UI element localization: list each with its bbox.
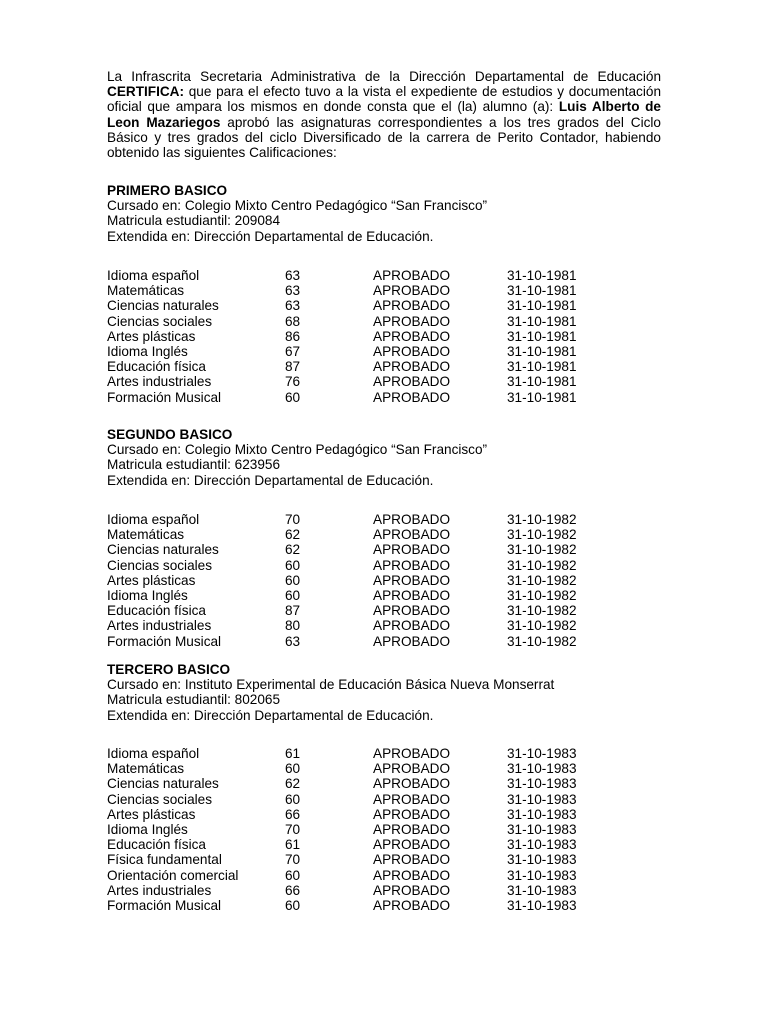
table-row bbox=[107, 268, 661, 283]
date-cell: 31-10-1982 bbox=[507, 557, 577, 573]
subject-cell: Física fundamental bbox=[107, 852, 222, 868]
status-cell: APROBADO bbox=[373, 806, 451, 822]
date-cell: 31-10-1982 bbox=[507, 618, 577, 634]
subject-cell: Educación física bbox=[107, 603, 206, 619]
table-row bbox=[107, 634, 661, 649]
date-cell: 31-10-1981 bbox=[507, 343, 577, 359]
date-cell: 31-10-1981 bbox=[507, 374, 577, 390]
section-title: SEGUNDO BASICO bbox=[107, 427, 233, 442]
subject-cell: Idioma Inglés bbox=[107, 587, 188, 603]
date-cell: 31-10-1981 bbox=[507, 359, 577, 375]
subject-cell: Idioma Inglés bbox=[107, 821, 188, 837]
subject-cell: Idioma español bbox=[107, 746, 200, 761]
section-title: PRIMERO BASICO bbox=[107, 183, 228, 198]
grade-cell: 80 bbox=[285, 618, 301, 634]
table-row bbox=[107, 837, 661, 852]
cursado-line: Cursado en: Instituto Experimental de Educación Básica Nueva Monserrat bbox=[107, 677, 555, 693]
grade-cell: 61 bbox=[285, 746, 301, 761]
date-cell: 31-10-1981 bbox=[507, 328, 577, 344]
grade-cell: 68 bbox=[285, 313, 301, 329]
status-cell: APROBADO bbox=[373, 313, 451, 329]
subject-cell: Formación Musical bbox=[107, 897, 222, 913]
table-row bbox=[107, 588, 661, 603]
status-cell: APROBADO bbox=[373, 298, 451, 314]
subject-cell: Formación Musical bbox=[107, 389, 222, 405]
table-row bbox=[107, 344, 661, 359]
grade-cell: 70 bbox=[285, 512, 301, 527]
status-cell: APROBADO bbox=[373, 837, 451, 853]
section-title: TERCERO BASICO bbox=[107, 662, 231, 677]
status-cell: APROBADO bbox=[373, 572, 451, 588]
subject-cell: Matemáticas bbox=[107, 761, 185, 777]
subject-cell: Matemáticas bbox=[107, 283, 185, 299]
subject-cell: Artes plásticas bbox=[107, 572, 196, 588]
date-cell: 31-10-1983 bbox=[507, 882, 577, 898]
intro-text-3: aprobó las asignaturas correspondientes a los tres grados del Ciclo Básico y tres grados del ciclo Diversificado de la carrera de Perito Contador, habiendo obtenido las siguientes Calificaciones: bbox=[107, 114, 661, 161]
grade-cell: 62 bbox=[285, 776, 301, 792]
grade-cell: 63 bbox=[285, 298, 301, 314]
status-cell: APROBADO bbox=[373, 283, 451, 299]
status-cell: APROBADO bbox=[373, 557, 451, 573]
status-cell: APROBADO bbox=[373, 328, 451, 344]
subject-cell: Ciencias naturales bbox=[107, 298, 219, 314]
table-row bbox=[107, 776, 661, 791]
table-row bbox=[107, 527, 661, 542]
table-row bbox=[107, 746, 661, 761]
subject-cell: Ciencias sociales bbox=[107, 791, 213, 807]
status-cell: APROBADO bbox=[373, 852, 451, 868]
table-row bbox=[107, 573, 661, 588]
grade-cell: 70 bbox=[285, 852, 301, 868]
status-cell: APROBADO bbox=[373, 776, 451, 792]
grade-cell: 60 bbox=[285, 791, 301, 807]
subject-cell: Educación física bbox=[107, 837, 206, 853]
section-tercero-basico bbox=[107, 662, 661, 723]
table-row bbox=[107, 868, 661, 883]
table-row bbox=[107, 761, 661, 776]
date-cell: 31-10-1982 bbox=[507, 572, 577, 588]
table-row bbox=[107, 298, 661, 313]
intro-text-2: que para el efecto tuvo a la vista el expediente de estudios y documentación oficial que ampara los mismos en donde consta que el (la) alumno (a): bbox=[107, 84, 661, 115]
date-cell: 31-10-1983 bbox=[507, 867, 577, 883]
date-cell: 31-10-1981 bbox=[507, 298, 577, 314]
subject-cell: Orientación comercial bbox=[107, 867, 239, 883]
grade-cell: 61 bbox=[285, 837, 301, 853]
table-row bbox=[107, 898, 661, 913]
grade-cell: 63 bbox=[285, 633, 301, 649]
grade-cell: 87 bbox=[285, 359, 301, 375]
table-row bbox=[107, 359, 661, 374]
subject-cell: Matemáticas bbox=[107, 527, 185, 543]
grade-cell: 62 bbox=[285, 542, 301, 558]
grade-cell: 60 bbox=[285, 572, 301, 588]
date-cell: 31-10-1983 bbox=[507, 806, 577, 822]
status-cell: APROBADO bbox=[373, 633, 451, 649]
date-cell: 31-10-1983 bbox=[507, 897, 577, 913]
table-row bbox=[107, 807, 661, 822]
table-row bbox=[107, 390, 661, 405]
grades-table bbox=[107, 746, 661, 913]
subject-cell: Artes industriales bbox=[107, 882, 212, 898]
subject-cell: Ciencias sociales bbox=[107, 557, 213, 573]
subject-cell: Formación Musical bbox=[107, 633, 222, 649]
date-cell: 31-10-1982 bbox=[507, 603, 577, 619]
grade-cell: 60 bbox=[285, 761, 301, 777]
grades-table bbox=[107, 512, 661, 649]
status-cell: APROBADO bbox=[373, 542, 451, 558]
status-cell: APROBADO bbox=[373, 587, 451, 603]
status-cell: APROBADO bbox=[373, 897, 451, 913]
grade-cell: 62 bbox=[285, 527, 301, 543]
status-cell: APROBADO bbox=[373, 359, 451, 375]
cursado-line: Cursado en: Colegio Mixto Centro Pedagógico “San Francisco” bbox=[107, 198, 488, 214]
table-row bbox=[107, 558, 661, 573]
grade-cell: 60 bbox=[285, 587, 301, 603]
date-cell: 31-10-1983 bbox=[507, 852, 577, 868]
date-cell: 31-10-1983 bbox=[507, 746, 577, 761]
status-cell: APROBADO bbox=[373, 821, 451, 837]
table-row bbox=[107, 283, 661, 298]
subject-cell: Artes industriales bbox=[107, 618, 212, 634]
grade-cell: 86 bbox=[285, 328, 301, 344]
subject-cell: Ciencias sociales bbox=[107, 313, 213, 329]
date-cell: 31-10-1982 bbox=[507, 542, 577, 558]
grade-cell: 63 bbox=[285, 283, 301, 299]
status-cell: APROBADO bbox=[373, 882, 451, 898]
date-cell: 31-10-1981 bbox=[507, 283, 577, 299]
table-row bbox=[107, 374, 661, 389]
table-row bbox=[107, 314, 661, 329]
date-cell: 31-10-1982 bbox=[507, 512, 577, 527]
section-segundo-basico bbox=[107, 427, 661, 488]
subject-cell: Idioma español bbox=[107, 512, 200, 527]
date-cell: 31-10-1983 bbox=[507, 776, 577, 792]
status-cell: APROBADO bbox=[373, 268, 451, 283]
table-row bbox=[107, 512, 661, 527]
date-cell: 31-10-1983 bbox=[507, 791, 577, 807]
extendida-line: Extendida en: Dirección Departamental de Educación. bbox=[107, 707, 434, 723]
grade-cell: 60 bbox=[285, 557, 301, 573]
extendida-line: Extendida en: Dirección Departamental de Educación. bbox=[107, 228, 434, 244]
grade-cell: 66 bbox=[285, 806, 301, 822]
grade-cell: 60 bbox=[285, 897, 301, 913]
matricula-line: Matricula estudiantil: 802065 bbox=[107, 692, 281, 708]
grade-cell: 66 bbox=[285, 882, 301, 898]
subject-cell: Artes plásticas bbox=[107, 328, 196, 344]
certifica-label: CERTIFICA: bbox=[107, 84, 185, 100]
date-cell: 31-10-1982 bbox=[507, 527, 577, 543]
subject-cell: Idioma Inglés bbox=[107, 343, 188, 359]
date-cell: 31-10-1983 bbox=[507, 821, 577, 837]
grade-cell: 70 bbox=[285, 821, 301, 837]
status-cell: APROBADO bbox=[373, 761, 451, 777]
table-row bbox=[107, 792, 661, 807]
subject-cell: Idioma español bbox=[107, 268, 200, 283]
date-cell: 31-10-1982 bbox=[507, 633, 577, 649]
status-cell: APROBADO bbox=[373, 867, 451, 883]
matricula-line: Matricula estudiantil: 209084 bbox=[107, 213, 281, 229]
cursado-line: Cursado en: Colegio Mixto Centro Pedagógico “San Francisco” bbox=[107, 442, 488, 458]
extendida-line: Extendida en: Dirección Departamental de Educación. bbox=[107, 472, 434, 488]
table-row bbox=[107, 618, 661, 633]
intro-paragraph bbox=[107, 69, 661, 160]
status-cell: APROBADO bbox=[373, 512, 451, 527]
status-cell: APROBADO bbox=[373, 343, 451, 359]
table-row bbox=[107, 603, 661, 618]
section-primero-basico bbox=[107, 183, 661, 244]
table-row bbox=[107, 542, 661, 557]
grade-cell: 67 bbox=[285, 343, 301, 359]
grade-cell: 60 bbox=[285, 389, 301, 405]
date-cell: 31-10-1983 bbox=[507, 837, 577, 853]
grades-table bbox=[107, 268, 661, 405]
table-row bbox=[107, 852, 661, 867]
grade-cell: 63 bbox=[285, 268, 301, 283]
date-cell: 31-10-1982 bbox=[507, 587, 577, 603]
subject-cell: Artes plásticas bbox=[107, 806, 196, 822]
status-cell: APROBADO bbox=[373, 527, 451, 543]
subject-cell: Ciencias naturales bbox=[107, 542, 219, 558]
date-cell: 31-10-1981 bbox=[507, 268, 577, 283]
table-row bbox=[107, 822, 661, 837]
certificate-document bbox=[107, 69, 661, 913]
grade-cell: 76 bbox=[285, 374, 301, 390]
subject-cell: Educación física bbox=[107, 359, 206, 375]
status-cell: APROBADO bbox=[373, 374, 451, 390]
table-row bbox=[107, 883, 661, 898]
subject-cell: Ciencias naturales bbox=[107, 776, 219, 792]
date-cell: 31-10-1981 bbox=[507, 313, 577, 329]
student-name: Luis Alberto de Leon Mazariegos bbox=[107, 99, 661, 130]
date-cell: 31-10-1981 bbox=[507, 389, 577, 405]
intro-text-1: La Infrascrita Secretaria Administrativa de la Dirección Departamental de Educación bbox=[107, 69, 661, 84]
matricula-line: Matricula estudiantil: 623956 bbox=[107, 457, 281, 473]
grade-cell: 60 bbox=[285, 867, 301, 883]
subject-cell: Artes industriales bbox=[107, 374, 212, 390]
date-cell: 31-10-1983 bbox=[507, 761, 577, 777]
status-cell: APROBADO bbox=[373, 746, 451, 761]
status-cell: APROBADO bbox=[373, 603, 451, 619]
status-cell: APROBADO bbox=[373, 618, 451, 634]
grade-cell: 87 bbox=[285, 603, 301, 619]
table-row bbox=[107, 329, 661, 344]
status-cell: APROBADO bbox=[373, 791, 451, 807]
status-cell: APROBADO bbox=[373, 389, 451, 405]
